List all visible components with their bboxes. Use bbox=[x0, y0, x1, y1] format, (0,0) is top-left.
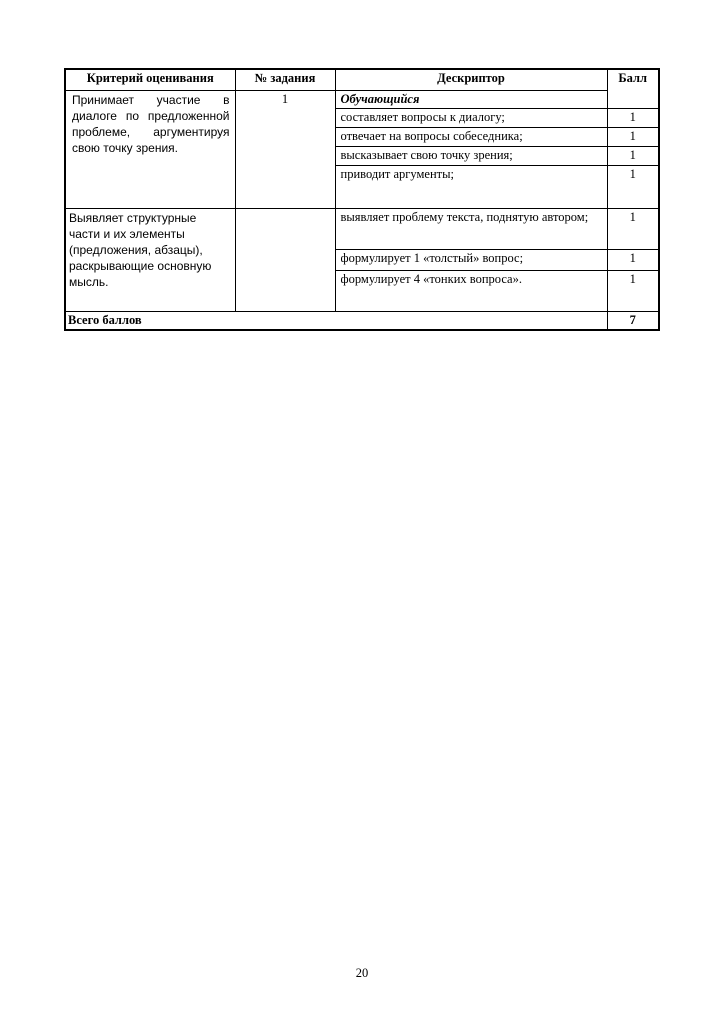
task-no-cell-1: 1 bbox=[235, 90, 335, 208]
table-subheader-row bbox=[65, 90, 659, 108]
descriptor-subheader: Обучающийся bbox=[335, 90, 607, 108]
header-criterion: Критерий оценивания bbox=[65, 69, 235, 90]
table-header-row bbox=[65, 69, 659, 90]
total-label: Всего баллов bbox=[65, 311, 607, 330]
header-descriptor: Дескриптор bbox=[335, 69, 607, 90]
descriptor-cell: составляет вопросы к диалогу; bbox=[335, 108, 607, 127]
header-score: Балл bbox=[607, 69, 659, 108]
table-total-row bbox=[65, 311, 659, 330]
descriptor-cell: приводит аргументы; bbox=[335, 165, 607, 208]
score-cell: 1 bbox=[607, 208, 659, 249]
descriptor-cell: выявляет проблему текста, поднятую автором; bbox=[335, 208, 607, 249]
total-value: 7 bbox=[607, 311, 659, 330]
score-cell: 1 bbox=[607, 108, 659, 127]
score-cell: 1 bbox=[607, 127, 659, 146]
descriptor-cell: формулирует 1 «толстый» вопрос; bbox=[335, 249, 607, 270]
criterion-cell-1: Принимает участие в диалоге по предложенной проблеме, аргументируя свою точку зрения. bbox=[65, 90, 235, 208]
score-cell: 1 bbox=[607, 270, 659, 311]
header-task-no: № задания bbox=[235, 69, 335, 90]
task-no-cell-2 bbox=[235, 208, 335, 311]
descriptor-cell: формулирует 4 «тонких вопроса». bbox=[335, 270, 607, 311]
descriptor-cell: отвечает на вопросы собеседника; bbox=[335, 127, 607, 146]
page-number: 20 bbox=[355, 966, 369, 980]
assessment-table bbox=[64, 68, 660, 331]
descriptor-cell: высказывает свою точку зрения; bbox=[335, 146, 607, 165]
score-cell: 1 bbox=[607, 146, 659, 165]
score-cell: 1 bbox=[607, 165, 659, 208]
score-cell: 1 bbox=[607, 249, 659, 270]
table-row bbox=[65, 208, 659, 249]
criterion-cell-2: Выявляет структурные части и их элементы (предложения, абзацы), раскрывающие основную мысль. bbox=[65, 208, 235, 311]
